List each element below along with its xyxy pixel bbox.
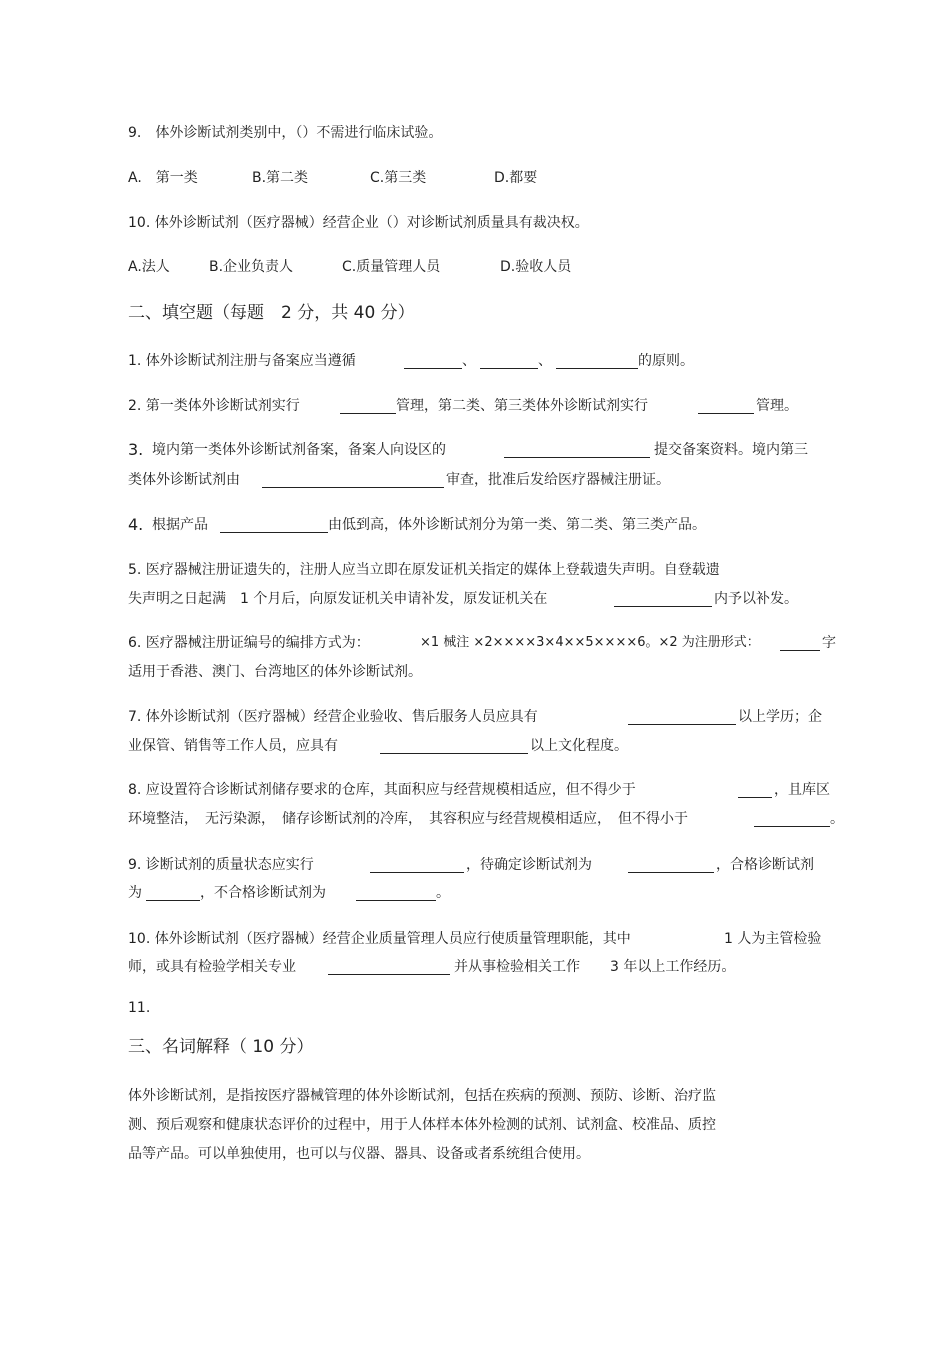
question-text: 字: [822, 635, 836, 651]
question-text: 并从事检验相关工作: [454, 959, 580, 975]
question-text: 管理。: [756, 398, 798, 414]
question-text: 8. 应设置符合诊断试剂储存要求的仓库，其面积应与经营规模相适应，但不得少于: [128, 782, 636, 798]
question-9-stem: 9. 体外诊断试剂类别中，（）不需进行临床试验。: [128, 125, 443, 141]
question-text: 失声明之日起满 1 个月后，向原发证机关申请补发，原发证机关在: [128, 591, 548, 607]
question-text: 9. 诊断试剂的质量状态应实行: [128, 857, 314, 873]
question-text: 。: [436, 885, 450, 901]
answer-blank: [628, 724, 736, 725]
question-text: 提交备案资料。境内第三: [654, 442, 808, 458]
answer-blank: [480, 368, 538, 369]
question-text: 以上文化程度。: [530, 738, 628, 754]
separator: 、: [462, 353, 476, 369]
term-paragraph-line: 品等产品。可以单独使用，也可以与仪器、器具、设备或者系统组合使用。: [128, 1146, 590, 1162]
option-c: C.质量管理人员: [342, 259, 441, 275]
question-number: 4.: [128, 515, 144, 534]
option-d: D.都要: [494, 170, 538, 186]
answer-blank: [628, 872, 714, 873]
question-text: ，合格诊断试剂: [716, 857, 814, 873]
option-b: B.企业负责人: [209, 259, 294, 275]
question-number: 3.: [128, 440, 144, 459]
question-text: 3 年以上工作经历。: [610, 959, 736, 975]
answer-blank: [356, 900, 436, 901]
answer-blank: [340, 413, 396, 414]
option-a: A. 第一类: [128, 170, 198, 186]
question-text: 管理，第二类、第三类体外诊断试剂实行: [396, 398, 648, 414]
question-text: 6. 医疗器械注册证编号的编排方式为：: [128, 635, 370, 651]
question-text: 环境整洁， 无污染源， 储存诊断试剂的冷库， 其容积应与经营规模相适应， 但不得小于: [128, 811, 688, 827]
question-text: ，待确定诊断试剂为: [466, 857, 592, 873]
question-text: 根据产品: [152, 517, 208, 533]
question-text: 2. 第一类体外诊断试剂实行: [128, 398, 300, 414]
term-paragraph-line: 体外诊断试剂，是指按医疗器械管理的体外诊断试剂，包括在疾病的预测、预防、诊断、治疗监: [128, 1088, 716, 1104]
option-b: B.第二类: [252, 170, 309, 186]
term-explanation-heading: 三、名词解释（ 10 分）: [128, 1037, 314, 1057]
question-text: 类体外诊断试剂由: [128, 472, 240, 488]
answer-blank: [504, 457, 650, 458]
question-text: 的原则。: [638, 353, 694, 369]
answer-blank: [614, 606, 712, 607]
fill-question-6-cont: 适用于香港、澳门、台湾地区的体外诊断试剂。: [128, 664, 422, 680]
option-a: A.法人: [128, 259, 170, 275]
question-text: 师，或具有检验学相关专业: [128, 959, 296, 975]
question-text: 1 人为主管检验: [724, 931, 822, 947]
term-paragraph-line: 测、预后观察和健康状态评价的过程中，用于人体样本体外检测的试剂、试剂盒、校准品、质控: [128, 1117, 716, 1133]
question-text: 境内第一类体外诊断试剂备案，备案人向设区的: [152, 442, 446, 458]
question-text: 为: [128, 885, 142, 901]
answer-blank: [754, 826, 830, 827]
question-text: 业保管、销售等工作人员，应具有: [128, 738, 338, 754]
question-text: 审查，批准后发给医疗器械注册证。: [446, 472, 670, 488]
answer-blank: [780, 650, 820, 651]
question-text: 10. 体外诊断试剂（医疗器械）经营企业质量管理人员应行使质量管理职能，其中: [128, 931, 631, 947]
separator: 、: [538, 353, 552, 369]
answer-blank: [738, 797, 772, 798]
question-text: ，不合格诊断试剂为: [200, 885, 326, 901]
question-text: 。: [830, 811, 844, 827]
question-10-stem: 10. 体外诊断试剂（医疗器械）经营企业（）对诊断试剂质量具有裁决权。: [128, 215, 589, 231]
answer-blank: [146, 900, 200, 901]
fill-in-section-heading: 二、填空题（每题 2 分，共 40 分）: [128, 303, 415, 323]
question-text: 以上学历；企: [738, 709, 822, 725]
question-text: 7. 体外诊断试剂（医疗器械）经营企业验收、售后服务人员应具有: [128, 709, 538, 725]
option-c: C.第三类: [370, 170, 427, 186]
answer-blank: [220, 532, 328, 533]
answer-blank: [328, 974, 450, 975]
fill-question-11: 11.: [128, 1000, 151, 1016]
answer-blank: [380, 753, 528, 754]
option-d: D.验收人员: [500, 259, 572, 275]
question-text: 内予以补发。: [714, 591, 798, 607]
fill-question-5: 5. 医疗器械注册证遗失的，注册人应当立即在原发证机关指定的媒体上登载遗失声明。自登载遗: [128, 562, 720, 578]
answer-blank: [556, 368, 638, 369]
answer-blank: [404, 368, 462, 369]
question-text: 由低到高，体外诊断试剂分为第一类、第二类、第三类产品。: [328, 517, 706, 533]
answer-blank: [262, 487, 444, 488]
question-text: 1. 体外诊断试剂注册与备案应当遵循: [128, 353, 356, 369]
question-text: ×1 械注 ×2××××3×4××5××××6。×2 为注册形式：: [420, 635, 760, 650]
answer-blank: [698, 413, 754, 414]
question-text: ，且库区: [774, 782, 830, 798]
answer-blank: [370, 872, 464, 873]
